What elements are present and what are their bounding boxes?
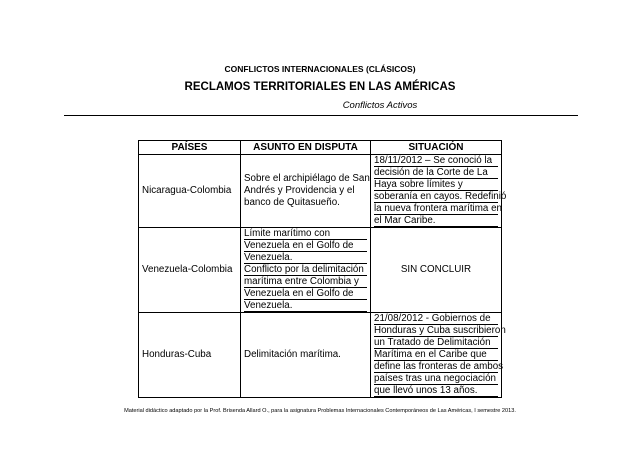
document-subtitle: Conflictos Activos bbox=[342, 100, 418, 111]
cell-text-line: Límite marítimo con bbox=[244, 228, 367, 240]
document-title: RECLAMOS TERRITORIALES EN LAS AMÉRICAS bbox=[184, 81, 456, 93]
cell-situation bbox=[371, 313, 506, 398]
cell-text-line: Venezuela. bbox=[244, 252, 367, 264]
cell-text-line: Honduras y Cuba suscribieron bbox=[374, 325, 506, 336]
cell-text-line: Venezuela en el Golfo de bbox=[244, 288, 367, 300]
cell-situation bbox=[371, 155, 507, 228]
table-header-row bbox=[139, 141, 502, 155]
table-row bbox=[139, 155, 502, 228]
column-header-paises: PAÍSES bbox=[139, 141, 241, 155]
cell-text-line: Sobre el archipiélago de San bbox=[244, 173, 370, 185]
cell-country: Honduras-Cuba bbox=[139, 313, 241, 398]
cell-text-line: Delimitación marítima. bbox=[244, 349, 341, 361]
cell-topic bbox=[241, 313, 371, 398]
column-header-asunto: ASUNTO EN DISPUTA bbox=[241, 141, 371, 155]
cell-text-line: define las fronteras de ambos bbox=[374, 361, 504, 372]
cell-situation: SIN CONCLUIR bbox=[371, 228, 502, 313]
cell-text-line: Marítima en el Caribe que bbox=[374, 349, 498, 361]
cell-text-line: Venezuela. bbox=[244, 300, 367, 312]
cell-text-line: un Tratado de Delimitación bbox=[374, 337, 498, 349]
cell-country: Venezuela-Colombia bbox=[139, 228, 241, 313]
cell-text-line: la nueva frontera marítima en bbox=[374, 203, 502, 214]
cell-text-line: que llevó unos 13 años. bbox=[374, 385, 498, 397]
header-divider bbox=[64, 115, 578, 116]
cell-text-line: países tras una negociación bbox=[374, 373, 496, 384]
cell-text-line: Andrés y Providencia y el bbox=[244, 185, 355, 197]
cell-text-line: soberanía en cayos. Redefinió bbox=[374, 191, 507, 202]
document-supertitle: CONFLICTOS INTERNACIONALES (CLÁSICOS) bbox=[224, 64, 416, 74]
cell-text-line: 21/08/2012 - Gobiernos de bbox=[374, 313, 498, 325]
cell-text-line: marítima entre Colombia y bbox=[244, 276, 367, 288]
cell-topic bbox=[241, 228, 371, 313]
cell-text-line: decisión de la Corte de La bbox=[374, 167, 498, 179]
table-row bbox=[139, 313, 502, 398]
table-row bbox=[139, 228, 502, 313]
cell-topic bbox=[241, 155, 371, 228]
cell-text-line: Haya sobre límites y bbox=[374, 179, 498, 191]
cell-text-line: banco de Quitasueño. bbox=[244, 196, 340, 208]
cell-text-line: Conflicto por la delimitación bbox=[244, 264, 367, 276]
cell-text-line: el Mar Caribe. bbox=[374, 215, 498, 227]
cell-country: Nicaragua-Colombia bbox=[139, 155, 241, 228]
cell-text-line: Venezuela en el Golfo de bbox=[244, 240, 367, 252]
conflicts-table bbox=[138, 140, 507, 398]
column-header-situacion: SITUACIÓN bbox=[371, 141, 502, 155]
page-footer-credit: Material didáctico adaptado por la Prof. Brisenda Allard O., para la asignatura Problemas Internacionales Contemporáneos de Las Américas, I semestre 2013. bbox=[124, 408, 516, 414]
cell-text-line: 18/11/2012 – Se conoció la bbox=[374, 155, 498, 167]
